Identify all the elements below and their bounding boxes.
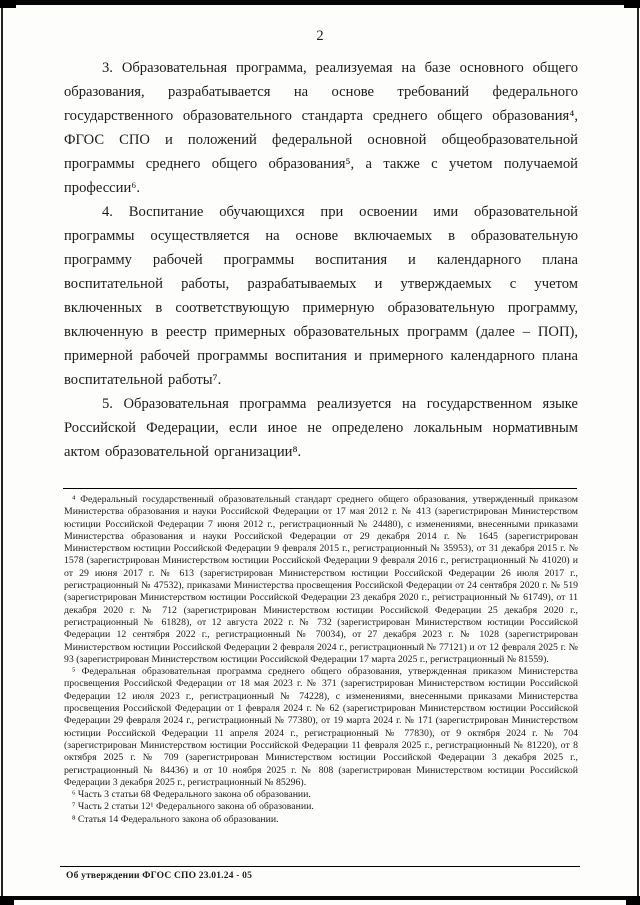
footer-rule <box>60 866 580 867</box>
page-number: 2 <box>316 28 324 44</box>
footnote-4: ⁴ Федеральный государственный образовательный стандарт среднего общего образования, утвержденный приказом Министерства образования и науки Российской Федерации от 17 мая 2012 г. № 413 (зарегистрирован Министерством юстиции Российской Федерации 7 июня 2012 г., регистрационный № 24480), с изменениями, внесенными приказами Министерства образования и науки Российской Федерации от 29 декабря 2014 г. № 1645 (зарегистрирован Министерством юстиции Российской Федерации 9 февраля 2015 г., регистрационный № 35953), от 31 декабря 2015 г. № 1578 (зарегистрирован Министерством юстиции Российской Федерации 9 февраля 2016 г., регистрационный № 41020) и от 29 июня 2017 г. № 613 (зарегистрирован Министерством юстиции Российской Федерации 26 июля 2017 г., регистрационный № 47532), приказами Министерства просвещения Российской Федерации от 24 сентября 2020 г. № 519 (зарегистрирован Министерством юстиции Российской Федерации 23 декабря 2020 г., регистрационный № 61749), от 11 декабря 2020 г. № 712 (зарегистрирован Министерством юстиции Российской Федерации 25 декабря 2020 г., регистрационный № 61828), от 12 августа 2022 г. № 732 (зарегистрирован Министерством юстиции Российской Федерации 12 сентября 2022 г., регистрационный № 70034), от 27 декабря 2023 г. № 1028 (зарегистрирован Министерством юстиции Российской Федерации 2 февраля 2024 г., регистрационный № 77121) и от 12 февраля 2025 г. № 93 (зарегистрирован Министерством юстиции Российской Федерации 17 марта 2025 г., регистрационный № 81559). <box>64 494 578 665</box>
paragraph-4: 4. Воспитание обучающихся при освоении ими образовательной программы осуществляется на основе включаемых в образовательную программу рабочей программы воспитания и календарного плана воспитательной работы, разрабатываемых и утверждаемых с учетом включенных в соответствующую примерную образовательную программу, включенную в реестр примерных образовательных программ (далее – ПОП), примерной рабочей программы воспитания и примерного календарного плана воспитательной работы⁷. <box>64 204 578 388</box>
footnotes-block <box>64 494 578 826</box>
footnote-7: ⁷ Часть 2 статьи 12¹ Федерального закона об образовании. <box>72 801 314 813</box>
footnote-separator <box>63 488 577 489</box>
footnote-6: ⁶ Часть 3 статьи 68 Федерального закона об образовании. <box>72 789 311 801</box>
paragraph-3: 3. Образовательная программа, реализуемая на базе основного общего образования, разрабатывается на основе требований федерального государственного образовательного стандарта среднего общего образования⁴, ФГОС СПО и положений федеральной основной общеобразовательной программы среднего общего образования⁵, а также с учетом получаемой профессии⁶. <box>64 60 578 196</box>
document-body <box>64 56 578 464</box>
scan-edge-right <box>637 0 639 905</box>
footnote-8: ⁸ Статья 14 Федерального закона об образовании. <box>72 813 279 825</box>
scan-corner-bottom-left <box>0 896 14 905</box>
scan-corner-top-left <box>0 0 16 8</box>
scan-edge-bottom <box>0 896 640 900</box>
footer-document-id: Об утверждении ФГОС СПО 23.01.24 - 05 <box>66 871 253 881</box>
footnote-5: ⁵ Федеральная образовательная программа среднего общего образования, утвержденная приказом Министерства просвещения Российской Федерации от 18 мая 2023 г. № 371 (зарегистрирован Министерством юстиции Российской Федерации 12 июля 2023 г., регистрационный № 74228), с изменениями, внесенными приказами Министерства просвещения Российской Федерации от 1 февраля 2024 г. № 62 (зарегистрирован Министерством юстиции Российской Федерации 29 февраля 2024 г., регистрационный № 77380), от 19 марта 2024 г. № 171 (зарегистрирован Министерством юстиции Российской Федерации 11 апреля 2024 г., регистрационный № 77830), от 9 октября 2024 г. № 704 (зарегистрирован Министерством юстиции Российской Федерации 11 февраля 2025 г., регистрационный № 81220), от 8 октября 2025 г. № 709 (зарегистрирован Министерством юстиции Российской Федерации 3 декабря 2025 г., регистрационный № 84436) и от 10 ноября 2025 г. № 808 (зарегистрирован Министерством юстиции Российской Федерации 3 декабря 2025 г., регистрационный № 85296). <box>64 666 578 788</box>
scan-corner-top-right <box>624 0 640 8</box>
scan-edge-left <box>1 0 3 905</box>
scan-edge-top <box>0 0 640 5</box>
scan-corner-bottom-right <box>626 896 640 905</box>
paragraph-5: 5. Образовательная программа реализуется на государственном языке Российской Федерации, если иное не определено локальным нормативным актом образовательной организации⁸. <box>64 396 578 460</box>
